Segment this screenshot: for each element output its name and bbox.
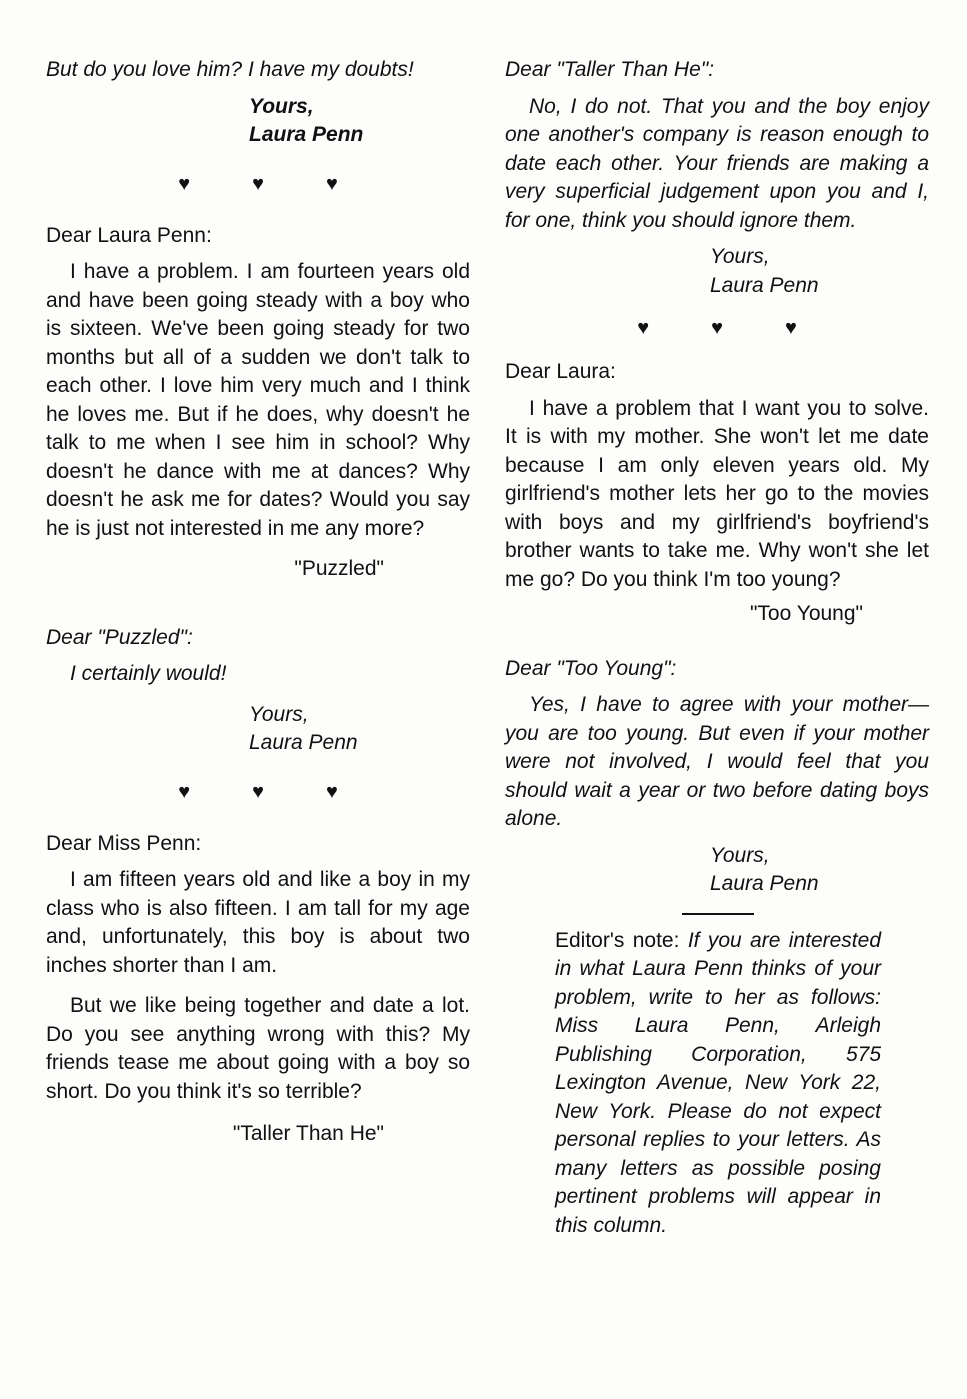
heart-icon: ♥ [637, 317, 650, 339]
letter-signature: "Too Young" [749, 602, 863, 625]
heart-icon: ♥ [252, 780, 264, 803]
divider-rule [682, 913, 754, 915]
prior-reply-text: But do you love him? I have my doubts! [46, 58, 414, 81]
right-column [505, 56, 929, 1240]
reply-signature [505, 842, 929, 899]
letter-body-paragraph: I am fifteen years old and like a boy in my class who is also fifteen. I am tall for my age and, unfortunately, this boy is about two inches shorter than I am. [46, 868, 470, 977]
heart-icon: ♥ [711, 317, 723, 339]
editors-note-label: Editor's note: [555, 928, 680, 952]
heart-divider [505, 318, 929, 338]
signature-name: Laura Penn [249, 123, 364, 146]
heart-icon: ♥ [178, 172, 191, 195]
signature-yours: Yours, [249, 94, 314, 118]
signature-yours: Yours, [710, 843, 770, 867]
reply-signature [505, 243, 929, 300]
letter-salutation: Dear Laura Penn: [46, 223, 212, 247]
signature-name: Laura Penn [249, 731, 358, 754]
letter-body: I have a problem. I am fourteen years old and have been going steady with a boy who is sixteen. We've been going steady for two months but all of a sudden we don't talk to each other. I love him very much and I think he loves me. But if he does, why doesn't he talk to me when I see him in school? Why doesn't he dance with me at dances? Why doesn't he ask me for dates? Would you say he is just not interested in me any more? [46, 260, 470, 540]
editors-note [555, 927, 881, 1241]
reply-signature [46, 701, 470, 758]
letter-salutation: Dear Laura: [505, 360, 616, 383]
heart-icon: ♥ [325, 780, 338, 803]
prior-signature [46, 93, 470, 150]
letter-signature: "Puzzled" [294, 557, 384, 580]
reply-salutation: Dear "Taller Than He": [505, 58, 715, 81]
reply-body: No, I do not. That you and the boy enjoy one another's company is reason enough to date each other. Your friends are making a very superficial judgement upon you and I, for one, think you should ignore them. [505, 94, 929, 232]
heart-divider [46, 782, 470, 802]
letter-body-paragraph: But we like being together and date a lot. Do you see anything wrong with this? My friends tease me about going with a boy so short. Do you think it's so terrible? [46, 994, 470, 1103]
reply-salutation: Dear "Too Young": [505, 656, 677, 680]
reply-salutation: Dear "Puzzled": [46, 625, 193, 649]
reply-body: I certainly would! [70, 662, 227, 685]
heart-divider [46, 174, 470, 194]
left-column [46, 56, 470, 1149]
reply-body: Yes, I have to agree with your mother—you are too young. But even if your mother were not involved, I would feel that you should wait a year or two before dating boys alone. [505, 693, 929, 830]
signature-name: Laura Penn [710, 273, 819, 297]
letter-signature: "Taller Than He" [232, 1122, 384, 1145]
letter-salutation: Dear Miss Penn: [46, 831, 202, 855]
editors-note-body: If you are interested in what Laura Penn thinks of your problem, write to her as follows: Miss Laura Penn, Arleigh Publishing Corporation, 575 Lexington Avenue, New York 22, New York. Please do not expect personal replies to your letters. As many letters as possible posing pertinent problems will appear in this column. [555, 928, 881, 1237]
signature-yours: Yours, [710, 245, 770, 268]
heart-icon: ♥ [252, 172, 264, 195]
heart-icon: ♥ [784, 317, 797, 339]
heart-icon: ♥ [325, 172, 338, 195]
signature-yours: Yours, [249, 702, 309, 726]
letter-body: I have a problem that I want you to solve. It is with my mother. She won't let me date because I am only eleven years old. My girlfriend's mother lets her go to the movies with boys and my girlfriend's boyfriend's brother wants to take me. Why won't she let me go? Do you think I'm too young? [505, 396, 929, 591]
heart-icon: ♥ [178, 780, 191, 803]
signature-name: Laura Penn [710, 872, 819, 895]
